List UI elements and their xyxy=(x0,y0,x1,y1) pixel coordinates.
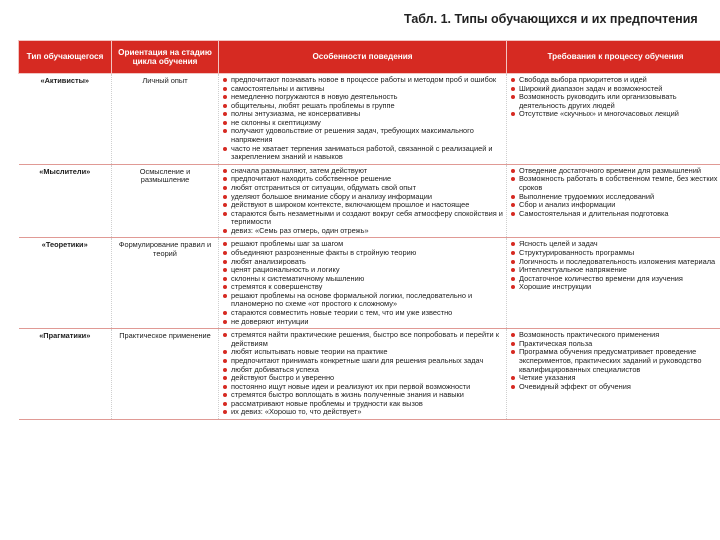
table-row xyxy=(19,238,720,329)
header-requirements: Требования к процессу обучения xyxy=(507,41,720,74)
requirements-cell-list xyxy=(510,167,720,218)
learner-type-cell: «Активисты» xyxy=(19,74,112,165)
requirement-item: Хорошие инструкции xyxy=(510,283,720,292)
requirements-cell xyxy=(507,74,720,165)
behavior-cell xyxy=(219,74,507,165)
behavior-item: часто не хватает терпения заниматься работой, связанной с реализацией и закреплением знаний и навыков xyxy=(222,145,503,162)
behavior-item: общительны, любят решать проблемы в группе xyxy=(222,102,503,111)
requirement-item: Самостоятельная и длительная подготовка xyxy=(510,210,720,219)
table-row xyxy=(19,74,720,165)
learner-type-cell: «Прагматики» xyxy=(19,329,112,420)
table-body xyxy=(19,74,720,420)
behavior-item: не склонны к скептицизму xyxy=(222,119,503,128)
learner-type-cell: «Теоретики» xyxy=(19,238,112,329)
requirement-item: Достаточное количество времени для изучения xyxy=(510,275,720,284)
behavior-item: предпочитают находить собственное решение xyxy=(222,175,503,184)
requirement-item: Возможность руководить или организовывать деятельность других людей xyxy=(510,93,720,110)
requirement-item: Структурированность программы xyxy=(510,249,720,258)
behavior-item: не доверяют интуиции xyxy=(222,318,503,327)
requirement-item: Широкий диапазон задач и возможностей xyxy=(510,85,720,94)
behavior-item: действуют в широком контексте, включающем прошлое и настоящее xyxy=(222,201,503,210)
behavior-cell-list xyxy=(222,167,503,236)
header-behavior: Особенности поведения xyxy=(219,41,507,74)
behavior-item: их девиз: «Хорошо то, что действует» xyxy=(222,408,503,417)
orientation-cell: Формулирование правил и теорий xyxy=(112,238,219,329)
behavior-item: склонны к систематичному мышлению xyxy=(222,275,503,284)
behavior-item: немедленно погружаются в новую деятельность xyxy=(222,93,503,102)
behavior-item: девиз: «Семь раз отмерь, один отрежь» xyxy=(222,227,503,236)
requirement-item: Выполнение трудоемких исследований xyxy=(510,193,720,202)
behavior-cell-list xyxy=(222,331,503,417)
behavior-item: любят отстраниться от ситуации, обдумать свой опыт xyxy=(222,184,503,193)
requirements-cell xyxy=(507,329,720,420)
requirement-item: Логичность и последовательность изложения материала xyxy=(510,258,720,267)
requirement-item: Возможность практического применения xyxy=(510,331,720,340)
behavior-cell xyxy=(219,164,507,238)
requirement-item: Свобода выбора приоритетов и идей xyxy=(510,76,720,85)
header-type: Тип обучающегося xyxy=(19,41,112,74)
learner-types-table xyxy=(18,40,720,420)
requirements-cell xyxy=(507,164,720,238)
table-row xyxy=(19,164,720,238)
behavior-item: стремятся найти практические решения, быстро все попробовать и перейти к действиям xyxy=(222,331,503,348)
behavior-item: объединяют разрозненные факты в стройную теорию xyxy=(222,249,503,258)
requirements-cell-list xyxy=(510,240,720,291)
behavior-item: постоянно ищут новые идеи и реализуют их при первой возможности xyxy=(222,383,503,392)
requirement-item: Очевидный эффект от обучения xyxy=(510,383,720,392)
requirement-item: Отведение достаточного времени для размышлений xyxy=(510,167,720,176)
orientation-cell: Личный опыт xyxy=(112,74,219,165)
behavior-item: любят анализировать xyxy=(222,258,503,267)
behavior-item: уделяют большое внимание сбору и анализу информации xyxy=(222,193,503,202)
requirement-item: Отсутствие «скучных» и многочасовых лекций xyxy=(510,110,720,119)
behavior-item: полны энтузиазма, не консервативны xyxy=(222,110,503,119)
requirement-item: Ясность целей и задач xyxy=(510,240,720,249)
behavior-item: ценят рациональность и логику xyxy=(222,266,503,275)
behavior-item: стараются совместить новые теории с тем, что им уже известно xyxy=(222,309,503,318)
requirement-item: Практическая польза xyxy=(510,340,720,349)
behavior-item: стремятся к совершенству xyxy=(222,283,503,292)
behavior-item: решают проблемы шаг за шагом xyxy=(222,240,503,249)
orientation-cell: Осмысление и размышление xyxy=(112,164,219,238)
learner-type-cell: «Мыслители» xyxy=(19,164,112,238)
requirement-item: Возможность работать в собственном темпе, без жестких сроков xyxy=(510,175,720,192)
behavior-item: самостоятельны и активны xyxy=(222,85,503,94)
learner-types-table-frame xyxy=(18,40,720,532)
behavior-item: стремятся быстро воплощать в жизнь полученные знания и навыки xyxy=(222,391,503,400)
table-header-row xyxy=(19,41,720,74)
behavior-item: стараются быть незаметными и создают вокруг себя атмосферу спокойствия и терпимости xyxy=(222,210,503,227)
behavior-item: предпочитают принимать конкретные шаги для решения реальных задач xyxy=(222,357,503,366)
requirement-item: Четкие указания xyxy=(510,374,720,383)
behavior-cell-list xyxy=(222,76,503,162)
behavior-item: сначала размышляют, затем действуют xyxy=(222,167,503,176)
behavior-item: предпочитают познавать новое в процессе работы и методом проб и ошибок xyxy=(222,76,503,85)
behavior-item: рассматривают новые проблемы и трудности как вызов xyxy=(222,400,503,409)
behavior-cell-list xyxy=(222,240,503,326)
requirements-cell-list xyxy=(510,76,720,119)
behavior-item: решают проблемы на основе формальной логики, последовательно и планомерно по схеме «от простого к сложному» xyxy=(222,292,503,309)
behavior-cell xyxy=(219,238,507,329)
requirement-item: Сбор и анализ информации xyxy=(510,201,720,210)
behavior-item: любят добиваться успеха xyxy=(222,366,503,375)
requirement-item: Интеллектуальное напряжение xyxy=(510,266,720,275)
header-orientation: Ориентация на стадию цикла обучения xyxy=(112,41,219,74)
table-row xyxy=(19,329,720,420)
behavior-cell xyxy=(219,329,507,420)
requirements-cell xyxy=(507,238,720,329)
requirements-cell-list xyxy=(510,331,720,391)
behavior-item: любят испытывать новые теории на практике xyxy=(222,348,503,357)
orientation-cell: Практическое применение xyxy=(112,329,219,420)
requirement-item: Программа обучения предусматривает проведение экспериментов, практических заданий и руководство квалифицированных специалистов xyxy=(510,348,720,374)
behavior-item: действуют быстро и уверенно xyxy=(222,374,503,383)
page-title: Табл. 1. Типы обучающихся и их предпочтения xyxy=(404,12,698,26)
behavior-item: получают удовольствие от решения задач, требующих максимального напряжения xyxy=(222,127,503,144)
